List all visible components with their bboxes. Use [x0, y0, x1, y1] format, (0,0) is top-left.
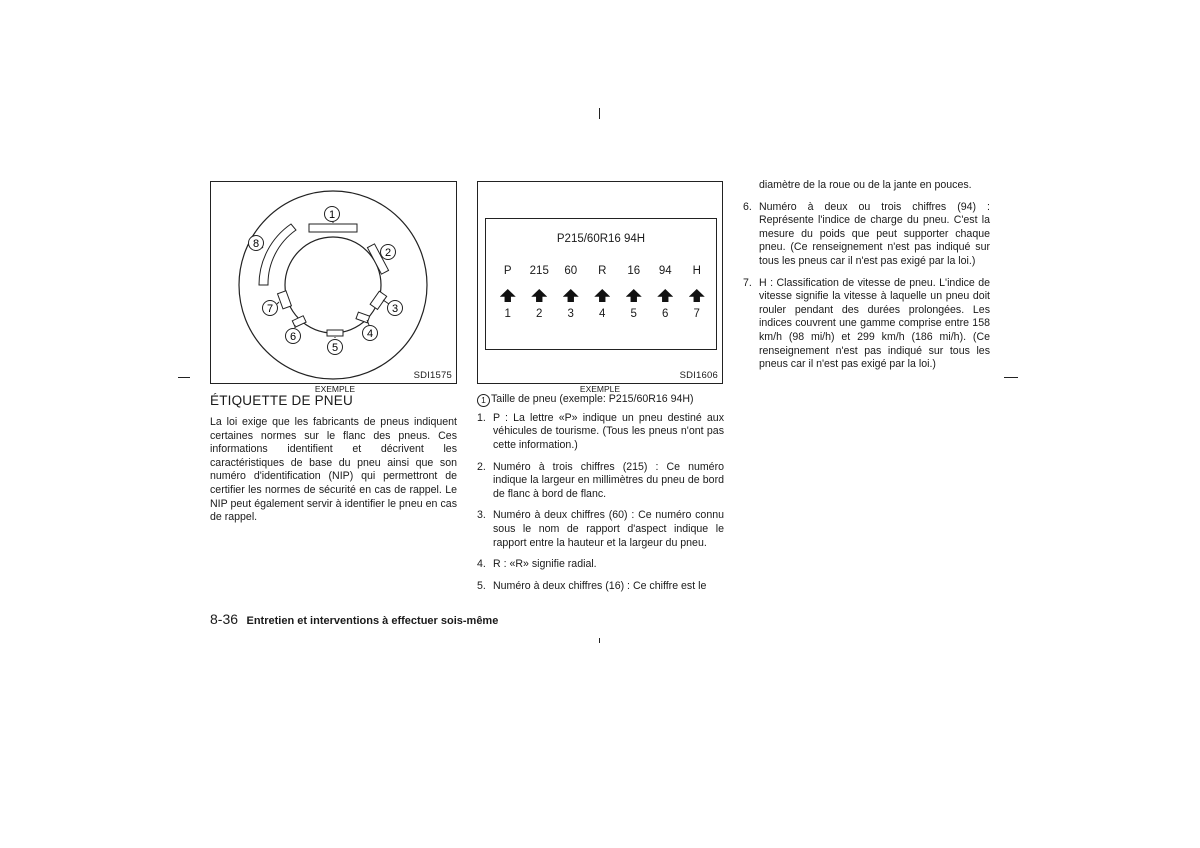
list-text: Numéro à trois chiffres (215) : Ce numéro indique la largeur en millimètres du pneu de bord de flanc à bord de flanc.: [493, 460, 724, 500]
callout-1: 1: [328, 209, 336, 221]
tire-part-load: 94: [658, 265, 672, 277]
list-number: 2.: [477, 460, 486, 473]
list-item: [743, 277, 990, 372]
figure-caption-left: EXEMPLE: [314, 384, 356, 394]
list-text: R : «R» signifie radial.: [493, 558, 597, 571]
section-title: Entretien et interventions à effectuer sois-même: [246, 615, 499, 627]
up-arrow-icon: [500, 289, 516, 302]
list-text: H : Classification de vitesse de pneu. L'indice de vitesse signifie la vitesse à laquelle un pneu doit rouler pendant des durées prolongées. Les indices couvrent une gamme comprise entre 158 km/h (98 mi/h) et 299 km/h (186 mi/h). (Ce renseignement n'est pas indiqué sur tous les pneus car il n'est pas exigé par la loi.): [759, 276, 990, 371]
crop-mark-right: [1004, 377, 1018, 378]
tire-part-numbers-row: [492, 308, 713, 320]
list-number: 4.: [477, 558, 486, 571]
tire-size-figure: [477, 181, 723, 384]
list-number: 6.: [743, 200, 752, 213]
list-item: [477, 558, 724, 572]
middle-column: [477, 393, 724, 601]
part-number: 7: [693, 308, 700, 320]
crop-mark-left: [178, 377, 190, 378]
callout-7: 7: [266, 303, 274, 315]
part-number: 4: [599, 308, 606, 320]
page-number: 8-36: [210, 611, 239, 627]
up-arrow-icon: [594, 289, 610, 302]
tire-size-intro: [477, 393, 724, 407]
list-number: 5.: [477, 579, 486, 592]
callout-3: 3: [391, 303, 399, 315]
list-text: Numéro à deux chiffres (60) : Ce numéro connu sous le nom de rapport d'aspect indique le rapport entre la hauteur et la largeur du pneu.: [493, 509, 724, 549]
circled-number: 1: [477, 394, 490, 407]
figure-code-right: SDI1606: [679, 370, 718, 381]
part-number: 3: [567, 308, 574, 320]
list-number: 7.: [743, 276, 752, 289]
figure-code-left: SDI1575: [413, 370, 452, 381]
list-number: 3.: [477, 509, 486, 522]
callout-4: 4: [366, 328, 374, 340]
tire-part-diameter: 16: [627, 265, 641, 277]
up-arrow-icon: [657, 289, 673, 302]
callout-5: 5: [331, 342, 339, 354]
right-column: [743, 179, 990, 380]
part-number: 6: [662, 308, 669, 320]
callout-2: 2: [384, 247, 392, 259]
section-heading: ÉTIQUETTE DE PNEU: [210, 393, 353, 408]
tire-part-p: P: [503, 265, 512, 277]
part-number: 2: [536, 308, 543, 320]
tire-part-speed: H: [692, 265, 701, 277]
callout-6: 6: [289, 331, 297, 343]
tire-sidewall-diagram: [211, 182, 456, 383]
tire-part-radial: R: [598, 265, 607, 277]
figure-caption-right: EXEMPLE: [579, 384, 621, 394]
tire-size-intro-text: Taille de pneu (exemple: P215/60R16 94H): [491, 393, 694, 405]
list-number: 1.: [477, 411, 486, 424]
list-text: Numéro à deux chiffres (16) : Ce chiffre est le: [493, 579, 707, 592]
part-number: 1: [504, 308, 511, 320]
list-text: P : La lettre «P» indique un pneu destiné aux véhicules de tourisme. (Tous les pneus n'ont pas cette information.): [493, 411, 724, 451]
continuation-text: diamètre de la roue ou de la jante en pouces.: [759, 179, 972, 191]
list-text: Numéro à deux ou trois chiffres (94) : Représente l'indice de charge du pneu. C'est la mesure du poids que peut supporter chaque pneu. (Ce renseignement n'est pas indiqué sur tous les pneus car il n'est pas exigé par la loi.): [759, 200, 990, 267]
arrow-row: [492, 289, 713, 302]
part-number: 5: [630, 308, 637, 320]
intro-paragraph: La loi exige que les fabricants de pneus indiquent certaines normes sur le flanc des pneus. Ces informations identifient et décrivent les caractéristiques de base du pneu ainsi que son numéro d'identification (NIP) qui permettront de certifier les normes de sécurité en cas de rappel. Le NIP peut également servir à identifier le pneu en cas de rappel.: [210, 416, 457, 524]
list-item: [477, 461, 724, 502]
page-footer: [210, 611, 498, 629]
tire-code-parts-row: [492, 265, 713, 277]
left-column: [210, 393, 457, 525]
up-arrow-icon: [689, 289, 705, 302]
tire-part-width: 215: [529, 265, 549, 277]
list-item: [477, 509, 724, 550]
crop-mark-top: [599, 108, 600, 119]
tire-part-aspect: 60: [564, 265, 578, 277]
callout-8: 8: [252, 238, 260, 250]
tire-code-panel: [485, 218, 717, 350]
tire-sidewall-figure: [210, 181, 457, 384]
up-arrow-icon: [626, 289, 642, 302]
list-item: [743, 201, 990, 269]
tire-code-text: P215/60R16 94H: [556, 233, 646, 245]
crop-mark-bottom: [599, 638, 600, 643]
up-arrow-icon: [563, 289, 579, 302]
list-item: [477, 412, 724, 453]
list-item: [477, 580, 724, 594]
up-arrow-icon: [531, 289, 547, 302]
